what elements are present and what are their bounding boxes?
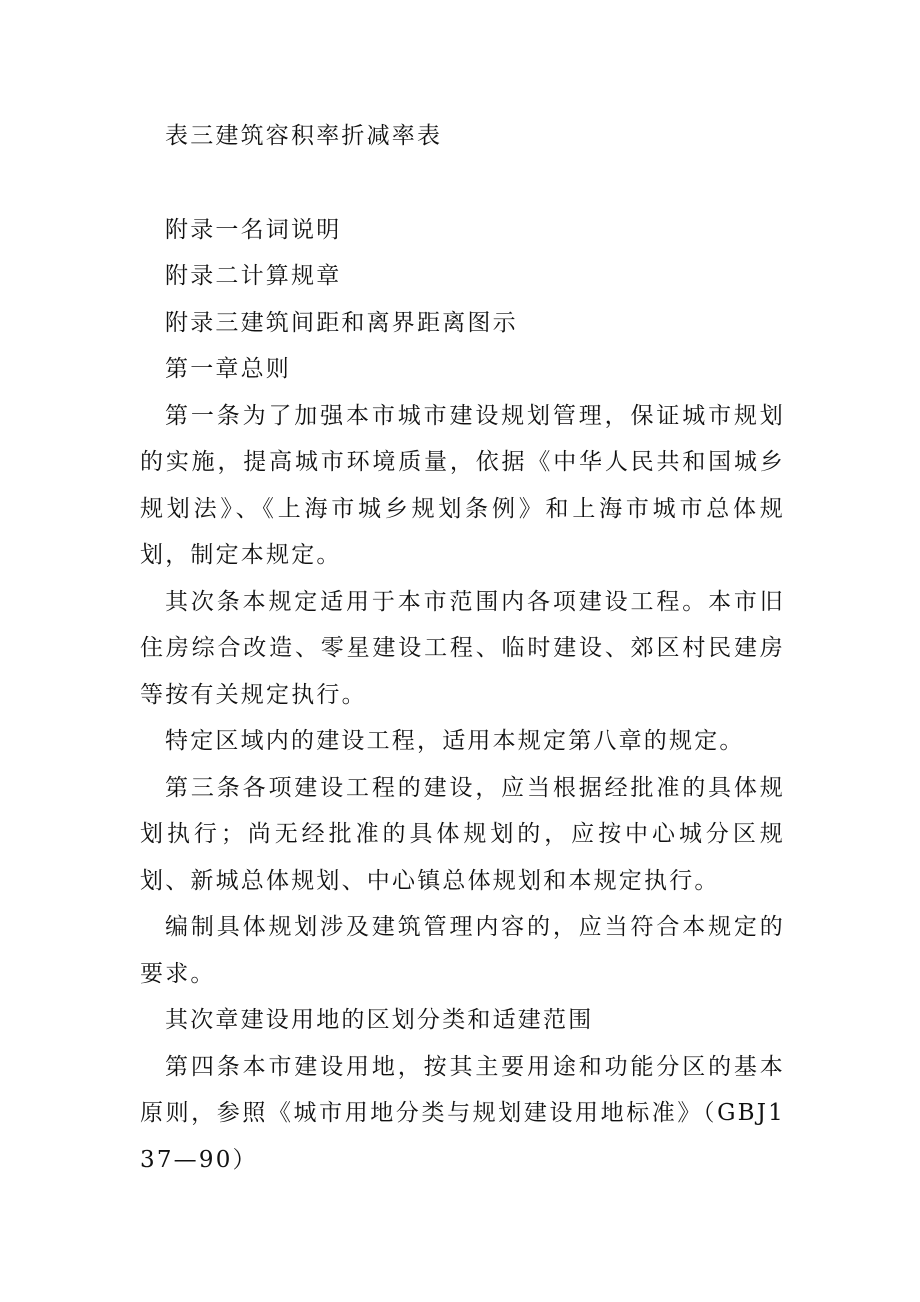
document-body <box>140 113 785 1183</box>
paragraph-table-three-title: 表三建筑容积率折减率表 <box>165 123 443 149</box>
paragraph-appendix-two: 附录二计算规章 <box>165 263 342 289</box>
article-three: 第三条各项建设工程的建设，应当根据经批准的具体规划执行；尚无经批准的具体规划的，应按中心城分区规划、新城总体规划、中心镇总体规划和本规定执行。 <box>140 774 785 894</box>
article-three-requirement: 编制具体规划涉及建筑管理内容的，应当符合本规定的要求。 <box>140 914 785 987</box>
paragraph-appendix-one: 附录一名词说明 <box>165 216 342 243</box>
article-one: 第一条为了加强本市城市建设规划管理，保证城市规划的实施，提高城市环境质量，依据《中华人民共和国城乡规划法》、《上海市城乡规划条例》和上海市城市总体规划，制定本规定。 <box>140 402 785 568</box>
paragraph-appendix-three: 附录三建筑间距和离界距离图示 <box>165 309 518 336</box>
article-four: 第四条本市建设用地，按其主要用途和功能分区的基本原则，参照《城市用地分类与规划建设用地标准》（GBJ137—90） <box>140 1053 785 1173</box>
blank-line <box>140 160 785 207</box>
chapter-one-heading: 第一章总则 <box>165 356 291 382</box>
article-two: 其次条本规定适用于本市范围内各项建设工程。本市旧住房综合改造、零星建设工程、临时建设、郊区村民建房等按有关规定执行。 <box>140 588 785 708</box>
article-two-special-areas: 特定区域内的建设工程，适用本规定第八章的规定。 <box>165 728 745 754</box>
chapter-two-heading: 其次章建设用地的区划分类和适建范围 <box>165 1007 594 1033</box>
